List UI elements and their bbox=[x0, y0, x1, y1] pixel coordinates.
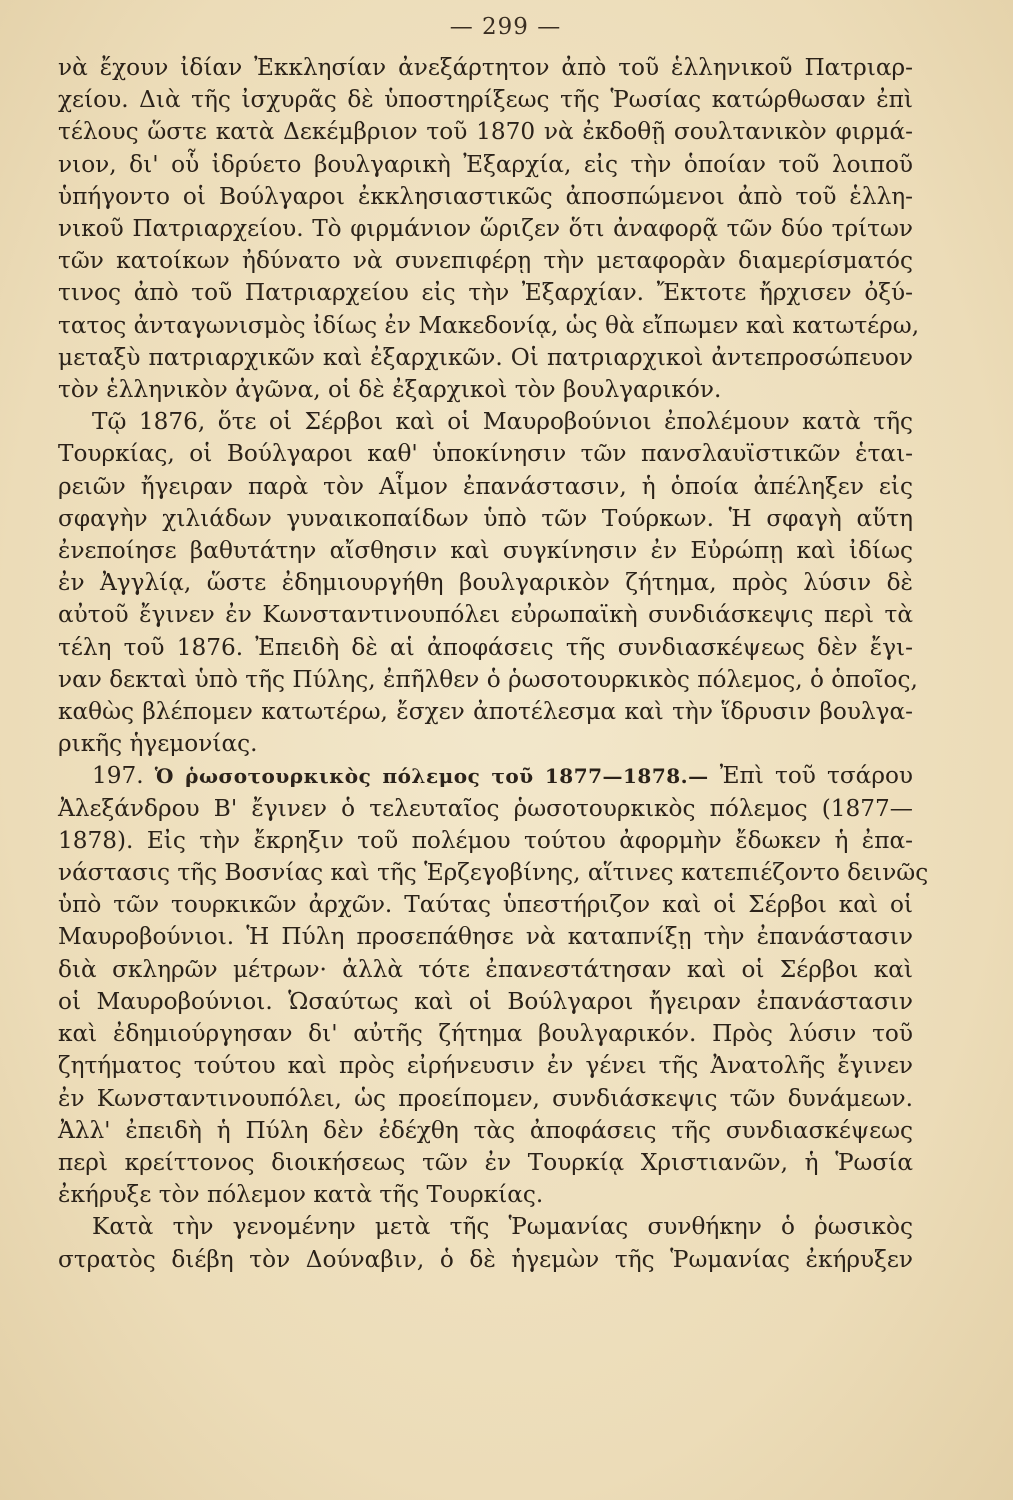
body-text bbox=[58, 52, 929, 1276]
text-line: καθὼς βλέπομεν κατωτέρω, ἔσχεν ἀποτέλεσμα καὶ τὴν ἵδρυσιν βουλγα- bbox=[58, 698, 913, 726]
text-line: ἐν Κωνσταντινουπόλει, ὡς προείπομεν, συνδιάσκεψις τῶν δυνάμεων. bbox=[58, 1084, 913, 1112]
text-line: τινος ἀπὸ τοῦ Πατριαρχείου εἰς τὴν Ἐξαρχίαν. Ἔκτοτε ἤρχισεν ὀξύ- bbox=[58, 279, 913, 307]
text-line: Ἀλεξάνδρου Β' ἔγινεν ὁ τελευταῖος ῥωσοτουρκικὸς πόλεμος (1877— bbox=[58, 794, 913, 822]
text-line: διὰ σκληρῶν μέτρων· ἀλλὰ τότε ἐπανεστάτησαν καὶ οἱ Σέρβοι καὶ bbox=[58, 955, 913, 983]
text-line: ρικῆς ἡγεμονίας. bbox=[58, 730, 258, 758]
paragraph-3 bbox=[58, 760, 929, 1211]
text-line: χείου. Διὰ τῆς ἰσχυρᾶς δὲ ὑποστηρίξεως τῆς Ῥωσίας κατώρθωσαν ἐπὶ bbox=[58, 86, 913, 114]
text-line: τέλη τοῦ 1876. Ἐπειδὴ δὲ αἱ ἀποφάσεις τῆς συνδιασκέψεως δὲν ἔγι- bbox=[58, 633, 913, 661]
text-line: Τουρκίας, οἱ Βούλγαροι καθ' ὑποκίνησιν τῶν πανσλαυϊστικῶν ἑται- bbox=[58, 440, 913, 468]
text-line: 1878). Εἰς τὴν ἔκρηξιν τοῦ πολέμου τούτου ἀφορμὴν ἔδωκεν ἡ ἐπα- bbox=[58, 826, 913, 854]
paragraph-4 bbox=[58, 1211, 913, 1275]
paragraph-2 bbox=[58, 406, 918, 760]
text-line: μεταξὺ πατριαρχικῶν καὶ ἐξαρχικῶν. Οἱ πατριαρχικοὶ ἀντεπροσώπευον bbox=[58, 343, 913, 371]
text-line: αὐτοῦ ἔγινεν ἐν Κωνσταντινουπόλει εὐρωπαϊκὴ συνδιάσκεψις περὶ τὰ bbox=[58, 601, 913, 629]
text-line: τῶν κατοίκων ἠδύνατο νὰ συνεπιφέρῃ τὴν μεταφορὰν διαμερίσματός bbox=[58, 247, 913, 275]
text-line: ναν δεκταὶ ὑπὸ τῆς Πύλης, ἐπῆλθεν ὁ ῥωσοτουρκικὸς πόλεμος, ὁ ὁποῖος, bbox=[58, 665, 918, 693]
text-line: ρειῶν ἤγειραν παρὰ τὸν Αἷμον ἐπανάστασιν, ἡ ὁποία ἀπέληξεν εἰς bbox=[58, 472, 913, 500]
text-line: ἐνεποίησε βαθυτάτην αἴσθησιν καὶ συγκίνησιν ἐν Εὐρώπῃ καὶ ἰδίως bbox=[58, 537, 913, 565]
text-line: τέλους ὥστε κατὰ Δεκέμβριον τοῦ 1870 νὰ ἐκδοθῇ σουλτανικὸν φιρμά- bbox=[58, 118, 913, 146]
text-line: Ἀλλ' ἐπειδὴ ἡ Πύλη δὲν ἐδέχθη τὰς ἀποφάσεις τῆς συνδιασκέψεως bbox=[58, 1116, 913, 1144]
text-line: οἱ Μαυροβούνιοι. Ὡσαύτως καὶ οἱ Βούλγαροι ἤγειραν ἐπανάστασιν bbox=[58, 987, 913, 1015]
text-line: Τῷ 1876, ὅτε οἱ Σέρβοι καὶ οἱ Μαυροβούνιοι ἐπολέμουν κατὰ τῆς bbox=[92, 408, 913, 436]
text-fragment: Ἐπὶ τοῦ τσάρου bbox=[719, 762, 914, 790]
text-line: περὶ κρείττονος διοικήσεως τῶν ἐν Τουρκίᾳ Χριστιανῶν, ἡ Ῥωσία bbox=[58, 1148, 913, 1176]
text-line: ὑπὸ τῶν τουρκικῶν ἀρχῶν. Ταύτας ὑπεστήριζον καὶ οἱ Σέρβοι καὶ οἱ bbox=[58, 891, 913, 919]
text-line: ζητήματος τούτου καὶ πρὸς εἰρήνευσιν ἐν γένει τῆς Ἀνατολῆς ἔγινεν bbox=[58, 1052, 913, 1080]
text-line: Μαυροβούνιοι. Ἡ Πύλη προσεπάθησε νὰ καταπνίξῃ τὴν ἐπανάστασιν bbox=[58, 923, 913, 951]
text-line: ἐν Ἀγγλίᾳ, ὥστε ἐδημιουργήθη βουλγαρικὸν ζήτημα, πρὸς λύσιν δὲ bbox=[58, 569, 913, 597]
section-number: 197. bbox=[92, 762, 144, 790]
text-line: νὰ ἔχουν ἰδίαν Ἐκκλησίαν ἀνεξάρτητον ἀπὸ τοῦ ἑλληνικοῦ Πατριαρ- bbox=[58, 54, 913, 81]
text-line: νικοῦ Πατριαρχείου. Τὸ φιρμάνιον ὥριζεν ὅτι ἀναφορᾷ τῶν δύο τρίτων bbox=[58, 215, 913, 243]
text-line: τὸν ἑλληνικὸν ἀγῶνα, οἱ δὲ ἐξαρχικοὶ τὸν βουλγαρικόν. bbox=[58, 376, 722, 404]
text-line: τατος ἀνταγωνισμὸς ἰδίως ἐν Μακεδονίᾳ, ὡς θὰ εἴπωμεν καὶ κατωτέρω, bbox=[58, 311, 920, 339]
page-number: — 299 — bbox=[449, 14, 562, 40]
text-line: στρατὸς διέβη τὸν Δούναβιν, ὁ δὲ ἡγεμὼν τῆς Ῥωμανίας ἐκήρυξεν bbox=[58, 1245, 913, 1273]
text-line: ἐκήρυξε τὸν πόλεμον κατὰ τῆς Τουρκίας. bbox=[58, 1181, 544, 1209]
text-line: σφαγὴν χιλιάδων γυναικοπαίδων ὑπὸ τῶν Τούρκων. Ἡ σφαγὴ αὕτη bbox=[58, 504, 913, 532]
text-line: καὶ ἐδημιούργησαν δι' αὐτῆς ζήτημα βουλγαρικόν. Πρὸς λύσιν τοῦ bbox=[58, 1020, 913, 1048]
text-line: Κατὰ τὴν γενομένην μετὰ τῆς Ῥωμανίας συνθήκην ὁ ῥωσικὸς bbox=[92, 1213, 913, 1241]
paragraph-1 bbox=[58, 52, 920, 406]
section-heading-line bbox=[58, 760, 913, 792]
text-line: νάστασις τῆς Βοσνίας καὶ τῆς Ἑρζεγοβίνης, αἵτινες κατεπιέζοντο δεινῶς bbox=[58, 859, 929, 887]
section-title: Ὁ ῥωσοτουρκικὸς πόλεμος τοῦ 1877—1878.— bbox=[154, 764, 709, 789]
text-line: ὑπήγοντο οἱ Βούλγαροι ἐκκλησιαστικῶς ἀποσπώμενοι ἀπὸ τοῦ ἑλλη- bbox=[58, 182, 913, 210]
text-line: νιον, δι' οὗ ἱδρύετο βουλγαρικὴ Ἐξαρχία, εἰς τὴν ὁποίαν τοῦ λοιποῦ bbox=[58, 150, 913, 178]
